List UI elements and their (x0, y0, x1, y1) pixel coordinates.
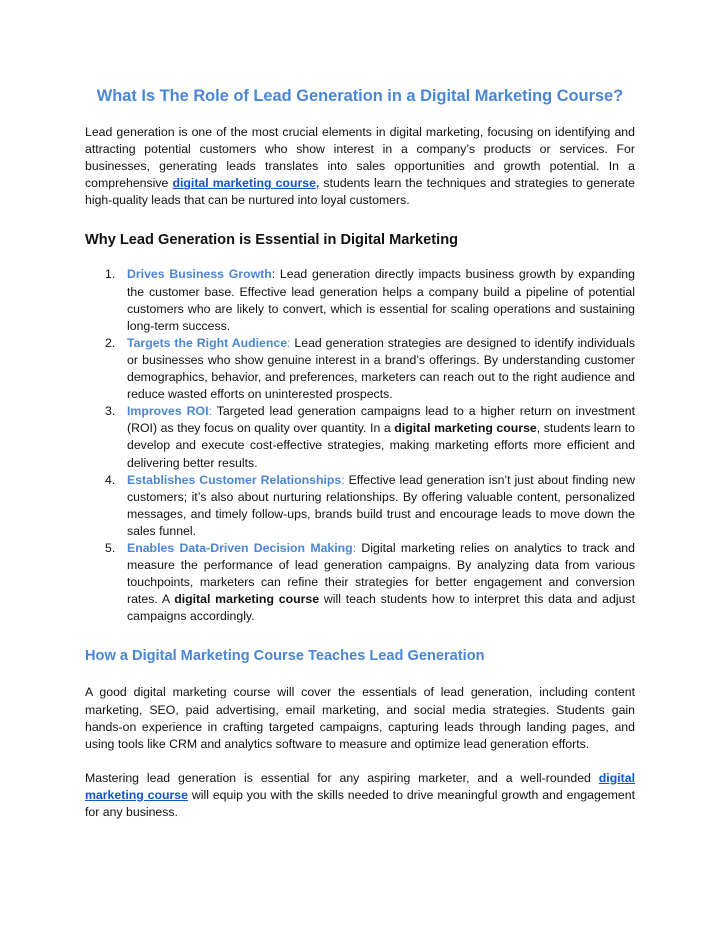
how-paragraph-2 (85, 770, 635, 821)
intro-text-before-link: Lead generation is one of the most crucial elements in digital marketing, focusing on identifying and attracting potential customers who show interest in a company’s products or services. For businesses, generating leads translates into sales opportunities and growth potential. In a comprehensive (85, 125, 635, 191)
reason-separator: : (341, 472, 345, 487)
reason-bold-phrase: digital marketing course (394, 421, 537, 436)
how-paragraph-1: A good digital marketing course will cover the essentials of lead generation, including content marketing, SEO, paid advertising, email marketing, and social media strategies. Students gain hands-on experience in crafting targeted campaigns, capturing leads through landing pages, and using tools like CRM and analytics software to measure and optimize lead generation efforts. (85, 685, 635, 751)
list-item (85, 335, 635, 403)
reason-text: Digital marketing relies on analytics to track and measure the performance of lead generation campaigns. By analyzing data from various touchpoints, marketers can refine their strategies for better engagement and conversion rates. A (127, 540, 635, 607)
reason-text: Lead generation directly impacts business growth by expanding the customer base. Effective lead generation helps a company build a pipeline of potential customers who are likely to convert, which is essential for scaling operations and sustaining long-term success. (127, 267, 635, 333)
reason-bold-phrase: digital marketing course (174, 592, 320, 607)
list-number: 3. (105, 404, 116, 419)
intro-text-after-link: students learn the techniques and strategies to generate high-quality leads that can be nurtured into loyal customers. (85, 176, 635, 208)
list-number: 1. (105, 267, 116, 282)
digital-marketing-course-link[interactable]: digital marketing course, (172, 176, 320, 191)
reason-text: Lead generation strategies are designed to identify individuals or businesses who show genuine interest in a brand’s offerings. By understanding customer demographics, behavior, and preferences, marketers can reach out to the right audience and reduce wasted efforts on uninterested prospects. (127, 335, 635, 402)
reason-keyword: Targets the Right Audience (127, 335, 288, 350)
reason-separator: : (271, 267, 276, 282)
reason-keyword: Improves ROI (127, 404, 209, 419)
reason-text: Effective lead generation isn’t just about finding new customers; it’s also about nurturing relationships. By offering valuable content, personalized messages, and timely follow-ups, brands build trust and encourage leads to move down the sales funnel. (127, 472, 636, 538)
document-page (85, 0, 635, 821)
reasons-list (85, 266, 635, 625)
reason-text-continued: will teach students how to interpret this data and adjust campaigns accordingly. (127, 592, 635, 624)
list-item (85, 266, 635, 334)
reason-text-continued: , students learn to develop and execute cost-effective strategies, making marketing efforts more efficient and delivering better results. (127, 421, 635, 470)
reason-separator: : (352, 540, 357, 555)
why-heading: Why Lead Generation is Essential in Digital Marketing (85, 232, 459, 249)
intro-paragraph (85, 124, 635, 209)
list-number: 4. (105, 472, 116, 487)
reason-keyword: Enables Data-Driven Decision Making (127, 540, 353, 555)
digital-marketing-course-link[interactable]: digital marketing course (85, 770, 635, 802)
list-item (85, 403, 635, 471)
list-item (85, 472, 635, 540)
list-number: 5. (105, 540, 116, 555)
page-title: What Is The Role of Lead Generation in a Digital Marketing Course? (96, 87, 624, 105)
list-number: 2. (105, 335, 116, 350)
reason-keyword: Drives Business Growth (127, 267, 272, 282)
reason-text: Targeted lead generation campaigns lead to a higher return on investment (ROI) as they focus on quality over quantity. In a (127, 404, 635, 436)
how-heading: How a Digital Marketing Course Teaches Lead Generation (85, 648, 485, 665)
reason-separator: : (208, 404, 212, 419)
how-text-after-link: will equip you with the skills needed to drive meaningful growth and engagement for any business. (85, 787, 635, 819)
how-text-before-link: Mastering lead generation is essential for any aspiring marketer, and a well-rounded (85, 770, 599, 785)
list-item (85, 540, 635, 625)
reason-separator: : (287, 335, 291, 350)
reason-keyword: Establishes Customer Relationships (127, 472, 342, 487)
